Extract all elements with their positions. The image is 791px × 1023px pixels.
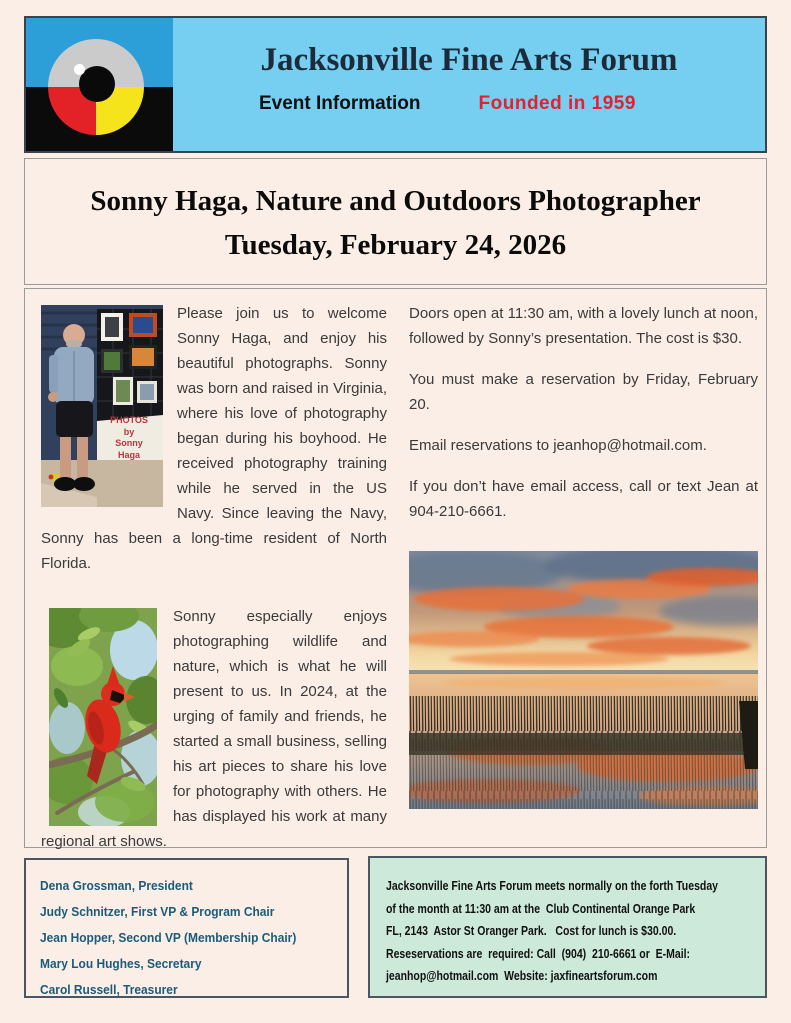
meeting-info-line1: Jacksonville Fine Arts Forum meets normally on the forth Tuesday (386, 879, 718, 893)
organization-title: Jacksonville Fine Arts Forum (260, 42, 678, 78)
sign-line4: Haga (117, 449, 140, 460)
header-banner (24, 16, 767, 153)
event-title-line1: Sonny Haga, Nature and Outdoors Photographer (90, 185, 701, 217)
medicine-wheel-icon (48, 39, 144, 135)
officer-first-vp: Judy Schnitzer, First VP & Program Chair (40, 904, 275, 919)
logo-highlight (74, 64, 85, 75)
sunset-marsh-photo (409, 551, 758, 809)
banner-area (173, 18, 765, 151)
article-body-box (24, 288, 767, 848)
sign-line3: Sonny (115, 438, 143, 448)
reservation-deadline-paragraph: You must make a reservation by Friday, February 20. (409, 371, 758, 413)
event-title-box (24, 158, 767, 285)
sign-line2: by (123, 426, 135, 437)
meeting-info-line2: of the month at 11:30 am at the Club Continental Orange Park (386, 901, 696, 916)
event-title-line2: Tuesday, February 24, 2026 (224, 229, 567, 261)
meeting-info-line3: FL, 2143 Astor St Oranger Park. Cost for lunch is $30.00. (386, 924, 677, 938)
meeting-info-line5: jeanhop@hotmail.com Website: jaxfineartsforum.com (386, 969, 658, 983)
officers-box (24, 858, 349, 998)
founded-label: Founded in 1959 (478, 93, 636, 114)
officer-president: Dena Grossman, President (40, 878, 193, 893)
bio-paragraph-2-text: Sonny especially enjoys photographing wildlife and nature, which is what he will present to us. In 2024, at the urging of family and friends, he started a small business, selling his art pieces to share his love for photography with others. He has displayed his work at many regional art shows. (41, 608, 387, 850)
officer-treasurer: Carol Russell, Treasurer (40, 982, 178, 997)
meeting-info-box (368, 856, 767, 998)
meeting-info-line4: Reseservations are required: Call (904) 210-6661 or E-Mail: (386, 946, 691, 961)
sonny-booth-illustration (41, 305, 163, 507)
photos-by-sonny-sign (103, 415, 155, 461)
event-information-label: Event Information (259, 93, 421, 114)
officer-second-vp: Jean Hopper, Second VP (Membership Chair) (40, 930, 297, 945)
bio-paragraph-1-text: Please join us to welcome Sonny Haga, and enjoy his beautiful photographs. Sonny was born and raised in Virginia, where his love of photography began during his boyhood. He received photography training while he served in the US Navy. Since leaving the Navy, Sonny has been a long-time resident of North Florida. (41, 305, 387, 572)
cardinal-photo (49, 608, 157, 826)
right-column (409, 301, 758, 809)
sign-line1: PHOTOS (110, 415, 148, 425)
sonny-booth-photo (41, 305, 163, 507)
club-logo (26, 18, 173, 151)
left-column (41, 301, 387, 870)
bio-paragraph-2 (41, 604, 387, 854)
email-reservations-paragraph: Email reservations to jeanhop@hotmail.com. (409, 437, 707, 454)
banner-subtitle-row (173, 93, 765, 115)
doors-open-paragraph: Doors open at 11:30 am, with a lovely lunch at noon, followed by Sonny’s presentation. The cost is $30. (409, 305, 758, 347)
bio-paragraph-1 (41, 301, 387, 576)
cardinal-illustration (49, 608, 157, 826)
officer-secretary: Mary Lou Hughes, Secretary (40, 956, 202, 971)
phone-contact-paragraph: If you don’t have email access, call or text Jean at 904-210-6661. (409, 478, 758, 520)
